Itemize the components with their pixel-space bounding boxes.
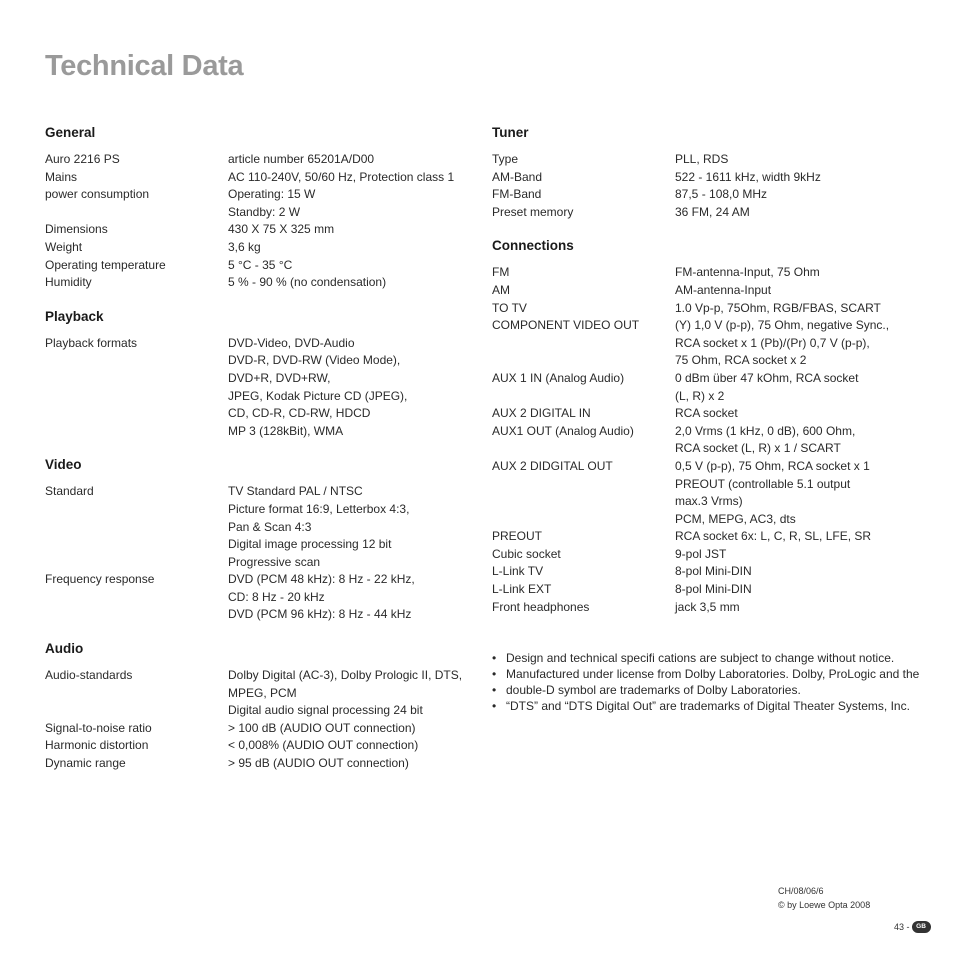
spec-values — [228, 483, 465, 571]
spec-row — [45, 720, 465, 738]
section-heading: Playback — [45, 308, 104, 324]
spec-label: Harmonic distortion — [45, 738, 149, 753]
section-general — [45, 124, 465, 292]
spec-values — [675, 423, 922, 458]
spec-value: 36 FM, 24 AM — [675, 204, 750, 219]
spec-value: article number 65201A/D00 — [228, 152, 375, 166]
spec-label: AM — [492, 282, 510, 297]
spec-value: 430 X 75 X 325 mm — [228, 222, 335, 237]
spec-row — [45, 169, 465, 187]
language-badge-icon: GB — [912, 921, 931, 933]
section-heading: Video — [45, 457, 82, 473]
spec-value: 5 °C - 35 °C — [228, 257, 293, 272]
spec-label: Dynamic range — [45, 756, 126, 771]
spec-values — [228, 755, 465, 773]
spec-value: 3,6 kg — [228, 239, 261, 254]
spec-values — [675, 563, 922, 581]
spec-row — [45, 221, 465, 239]
section-heading: Audio — [45, 641, 84, 657]
spec-value: 522 - 1611 kHz, width 9kHz — [675, 169, 821, 184]
spec-row — [492, 599, 922, 617]
spec-values — [228, 221, 465, 239]
spec-value: CD: 8 Hz - 20 kHz — [228, 589, 325, 604]
spec-value: Digital image processing 12 bit — [228, 537, 392, 552]
spec-row — [45, 274, 465, 292]
spec-label: Playback formats — [45, 335, 138, 350]
spec-values — [228, 720, 465, 738]
spec-value: > 95 dB (AUDIO OUT connection) — [228, 756, 409, 771]
spec-values — [228, 571, 465, 624]
spec-value: RCA socket — [675, 406, 738, 421]
spec-label: AM-Band — [492, 169, 543, 184]
spec-value: 5 % - 90 % (no condensation) — [228, 275, 387, 290]
spec-label: Weight — [45, 239, 83, 254]
spec-values — [228, 737, 465, 755]
spec-value: 0,5 V (p-p), 75 Ohm, RCA socket x 1 — [675, 458, 870, 473]
spec-value: 75 Ohm, RCA socket x 2 — [675, 353, 807, 368]
spec-label: Dimensions — [45, 222, 108, 237]
spec-value: RCA socket 6x: L, C, R, SL, LFE, SR — [675, 529, 872, 544]
spec-label: COMPONENT VIDEO OUT — [492, 318, 640, 333]
spec-label: AUX1 OUT (Analog Audio) — [492, 423, 634, 438]
spec-values — [228, 274, 465, 292]
spec-value: DVD-Video, DVD-Audio — [228, 335, 355, 350]
spec-label: Front headphones — [492, 599, 590, 614]
spec-row — [45, 151, 465, 169]
spec-row — [492, 581, 922, 599]
note-text: “DTS” and “DTS Digital Out” are trademarks of Digital Theater Systems, Inc. — [506, 699, 910, 713]
spec-value: Progressive scan — [228, 554, 321, 569]
note-text: double-D symbol are trademarks of Dolby Laboratories. — [506, 683, 801, 697]
section-connections — [492, 237, 922, 616]
spec-value: 87,5 - 108,0 MHz — [675, 187, 768, 202]
section-heading: Connections — [492, 238, 574, 254]
spec-values — [675, 581, 922, 599]
spec-label: AUX 2 DIGITAL IN — [492, 406, 591, 421]
spec-value: DVD (PCM 48 kHz): 8 Hz - 22 kHz, — [228, 572, 415, 587]
spec-label: L-Link EXT — [492, 582, 552, 597]
spec-values — [675, 282, 922, 300]
spec-row — [492, 300, 922, 318]
spec-row — [492, 204, 922, 222]
spec-row — [492, 423, 922, 458]
spec-values — [228, 335, 465, 441]
spec-values — [675, 405, 922, 423]
spec-values — [675, 599, 922, 617]
spec-values — [228, 151, 465, 169]
spec-value: RCA socket x 1 (Pb)/(Pr) 0,7 V (p-p), — [675, 335, 870, 350]
note-text: Design and technical specifi cations are subject to change without notice. — [506, 651, 895, 665]
spec-row — [492, 169, 922, 187]
spec-value: Operating: 15 W — [228, 187, 316, 202]
spec-row — [45, 483, 465, 571]
spec-label: Humidity — [45, 275, 92, 290]
spec-value: Picture format 16:9, Letterbox 4:3, — [228, 501, 410, 516]
spec-row — [45, 257, 465, 275]
spec-value: < 0,008% (AUDIO OUT connection) — [228, 738, 419, 753]
spec-values — [675, 370, 922, 405]
spec-label: Type — [492, 152, 519, 166]
spec-value: 8-pol Mini-DIN — [675, 582, 752, 597]
spec-label: Audio-standards — [45, 668, 133, 683]
spec-value: 1.0 Vp-p, 75Ohm, RGB/FBAS, SCART — [675, 300, 881, 315]
spec-label: power consumption — [45, 187, 150, 202]
section-audio — [45, 640, 465, 773]
spec-label: Frequency response — [45, 572, 155, 587]
section-heading: General — [45, 125, 96, 140]
spec-value: 2,0 Vrms (1 kHz, 0 dB), 600 Ohm, — [675, 423, 856, 438]
spec-label: Cubic socket — [492, 546, 561, 561]
spec-label: L-Link TV — [492, 564, 544, 579]
spec-row — [45, 667, 465, 720]
spec-value: DVD (PCM 96 kHz): 8 Hz - 44 kHz — [228, 607, 412, 622]
note-item — [492, 698, 932, 714]
spec-row — [492, 528, 922, 546]
spec-values — [228, 169, 465, 187]
spec-value: FM-antenna-Input, 75 Ohm — [675, 265, 820, 280]
spec-value: Digital audio signal processing 24 bit — [228, 703, 423, 718]
spec-value: (Y) 1,0 V (p-p), 75 Ohm, negative Sync., — [675, 318, 890, 333]
spec-values — [675, 458, 922, 528]
spec-values — [675, 204, 922, 222]
spec-value: Pan & Scan 4:3 — [228, 519, 312, 534]
spec-value: MP 3 (128kBit), WMA — [228, 423, 344, 438]
spec-value: max.3 Vrms) — [675, 494, 743, 509]
spec-label: Auro 2216 PS — [45, 152, 120, 166]
spec-row — [45, 335, 465, 441]
spec-value: DVD-R, DVD-RW (Video Mode), — [228, 353, 401, 368]
spec-value: MPEG, PCM — [228, 685, 297, 700]
spec-row — [492, 458, 922, 528]
spec-row — [45, 755, 465, 773]
spec-row — [492, 264, 922, 282]
spec-value: DVD+R, DVD+RW, — [228, 370, 331, 385]
spec-row — [45, 239, 465, 257]
spec-values — [675, 186, 922, 204]
spec-row — [492, 405, 922, 423]
bullet-icon: • — [492, 667, 497, 681]
spec-row — [492, 151, 922, 169]
spec-row — [492, 317, 922, 370]
spec-value: Dolby Digital (AC-3), Dolby Prologic II, DTS, — [228, 668, 463, 683]
spec-value: Standby: 2 W — [228, 204, 301, 219]
bullet-icon: • — [492, 683, 497, 697]
spec-value: PLL, RDS — [675, 152, 729, 166]
note-item — [492, 666, 932, 682]
spec-label: FM-Band — [492, 187, 542, 202]
bullet-icon: • — [492, 699, 497, 713]
footer — [778, 884, 870, 912]
section-playback — [45, 308, 465, 441]
spec-row — [492, 282, 922, 300]
spec-value: PCM, MEPG, AC3, dts — [675, 511, 796, 526]
spec-label: AUX 2 DIDGITAL OUT — [492, 458, 613, 473]
spec-values — [228, 239, 465, 257]
spec-values — [228, 257, 465, 275]
spec-value: > 100 dB (AUDIO OUT connection) — [228, 720, 416, 735]
spec-values — [228, 667, 465, 720]
spec-value: TV Standard PAL / NTSC — [228, 484, 363, 499]
spec-row — [45, 186, 465, 221]
page-number: 43 - — [894, 922, 910, 932]
spec-values — [675, 300, 922, 318]
note-item — [492, 650, 932, 666]
spec-row — [492, 546, 922, 564]
spec-value: AC 110-240V, 50/60 Hz, Protection class 1 — [228, 169, 455, 184]
spec-label: Operating temperature — [45, 257, 166, 272]
spec-label: TO TV — [492, 300, 527, 315]
bullet-icon: • — [492, 651, 497, 665]
spec-row — [492, 370, 922, 405]
spec-label: PREOUT — [492, 529, 543, 544]
spec-value: jack 3,5 mm — [675, 599, 740, 614]
section-heading: Tuner — [492, 125, 529, 140]
spec-row — [492, 186, 922, 204]
spec-label: Standard — [45, 484, 94, 499]
note-item — [492, 682, 932, 698]
spec-value: RCA socket (L, R) x 1 / SCART — [675, 441, 841, 456]
section-video — [45, 456, 465, 624]
spec-values — [675, 264, 922, 282]
spec-value: JPEG, Kodak Picture CD (JPEG), — [228, 388, 408, 403]
spec-values — [675, 546, 922, 564]
page-number-area — [894, 921, 931, 933]
spec-row — [45, 737, 465, 755]
spec-values — [675, 169, 922, 187]
spec-value: AM-antenna-Input — [675, 282, 772, 297]
spec-values — [675, 151, 922, 169]
copyright-text: © by Loewe Opta 2008 — [778, 900, 871, 910]
spec-value: 8-pol Mini-DIN — [675, 564, 752, 579]
spec-values — [228, 186, 465, 221]
spec-label: Preset memory — [492, 204, 574, 219]
page-title: Technical Data — [45, 50, 244, 82]
right-column — [492, 124, 922, 632]
spec-value: CD, CD-R, CD-RW, HDCD — [228, 406, 371, 421]
spec-value: 9-pol JST — [675, 546, 727, 561]
spec-value: PREOUT (controllable 5.1 output — [675, 476, 851, 491]
document-code: CH/08/06/6 — [778, 886, 824, 896]
spec-label: AUX 1 IN (Analog Audio) — [492, 370, 625, 385]
notes-list — [492, 650, 932, 714]
note-text: Manufactured under license from Dolby Laboratories. Dolby, ProLogic and the — [506, 667, 920, 681]
spec-row — [45, 571, 465, 624]
section-tuner — [492, 124, 922, 221]
spec-row — [492, 563, 922, 581]
spec-label: Signal-to-noise ratio — [45, 720, 152, 735]
spec-label: Mains — [45, 169, 78, 184]
spec-values — [675, 528, 922, 546]
left-column — [45, 124, 465, 789]
spec-value: (L, R) x 2 — [675, 388, 725, 403]
spec-values — [675, 317, 922, 370]
spec-label: FM — [492, 265, 510, 280]
spec-value: 0 dBm über 47 kOhm, RCA socket — [675, 370, 859, 385]
